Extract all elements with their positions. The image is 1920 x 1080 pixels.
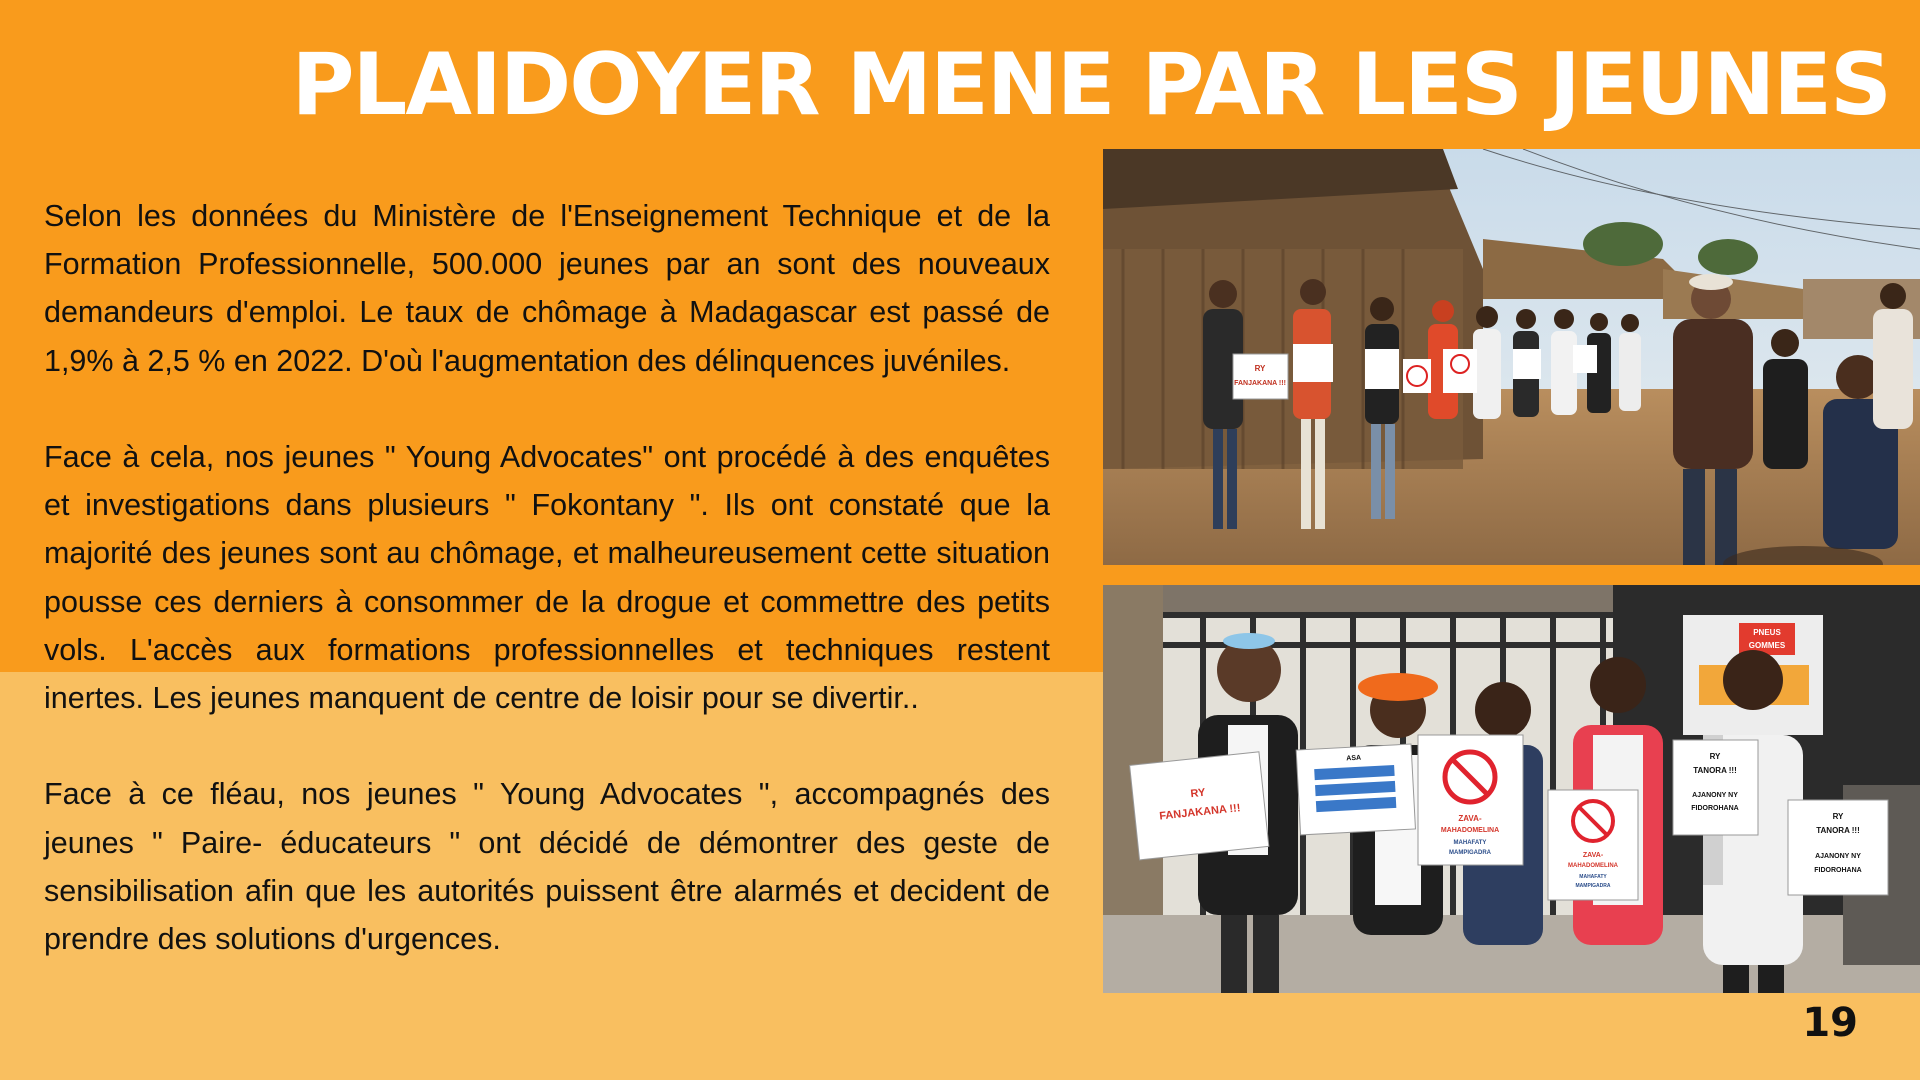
sign5-text-3: AJANONY NY [1692,792,1738,799]
sign4-text-4: MAMPIGADRA [1575,883,1611,889]
sign6-text-4: FIDOROHANA [1814,867,1862,874]
photo-group-signs [1103,585,1920,993]
page-title: PLAIDOYER MENE PAR LES JEUNES [291,35,1890,135]
sign6-text-2: TANORA !!! [1816,826,1860,835]
top-sign-text-1: RY [1254,364,1266,373]
sign4-text-1: ZAVA- [1582,852,1604,859]
sign4-text-3: MAHAFATY [1579,874,1607,880]
paragraph-3: Face à ce fléau, nos jeunes " Young Advocates ", accompagnés des jeunes " Paire- éducateurs " ont décidé de démontrer des geste de sensibilisation afin que les autorités puissent être alarmés et decident de prendre des solutions d'urgences. [44,777,1050,957]
sign2-text-1: ASA [1346,754,1362,763]
store-sign-1: PNEUS [1753,628,1781,637]
top-sign-text-2: FANJAKANA !!! [1234,380,1286,387]
body-text [44,192,1050,963]
sign5-text-2: TANORA !!! [1693,766,1737,775]
store-sign-2: GOMMES [1748,641,1786,650]
paragraph-2: Face à cela, nos jeunes " Young Advocates" ont procédé à des enquêtes et investigations dans plusieurs " Fokontany ". Ils ont constaté que la majorité des jeunes sont au chômage, et malheureusement cette situation pousse ces derniers à consommer de la drogue et commettre des petits vols. L'accès aux formations professionnelles et techniques restent inertes. Les jeunes manquent de centre de loisir pour se divertir.. [44,440,1050,716]
sign5-text-4: FIDOROHANA [1691,805,1739,812]
page-number: 19 [1802,1000,1858,1046]
sign3-text-2: MAHADOMELINA [1440,827,1500,834]
sign6-text-3: AJANONY NY [1815,853,1861,860]
sign1-text-2: FANJAKANA !!! [1158,802,1242,823]
sign3-text-3: MAHAFATY [1453,840,1487,846]
sign3-text-1: ZAVA- [1458,814,1482,823]
photo-street-march [1103,149,1920,565]
street-march-image [1103,149,1920,565]
sign1-text-1: RY [1189,786,1206,801]
sign5-text-1: RY [1709,752,1721,761]
paragraph-1: Selon les données du Ministère de l'Enseignement Technique et de la Formation Professionnelle, 500.000 jeunes par an sont des nouveaux demandeurs d'emploi. Le taux de chômage à Madagascar est passé de 1,9% à 2,5 % en 2022. D'où l'augmentation des délinquences juvéniles. [44,199,1050,378]
sign6-text-1: RY [1832,812,1844,821]
sign3-text-4: MAMPIGADRA [1449,850,1491,856]
sign4-text-2: MAHADOMELINA [1568,863,1618,869]
group-signs-image [1103,585,1920,993]
